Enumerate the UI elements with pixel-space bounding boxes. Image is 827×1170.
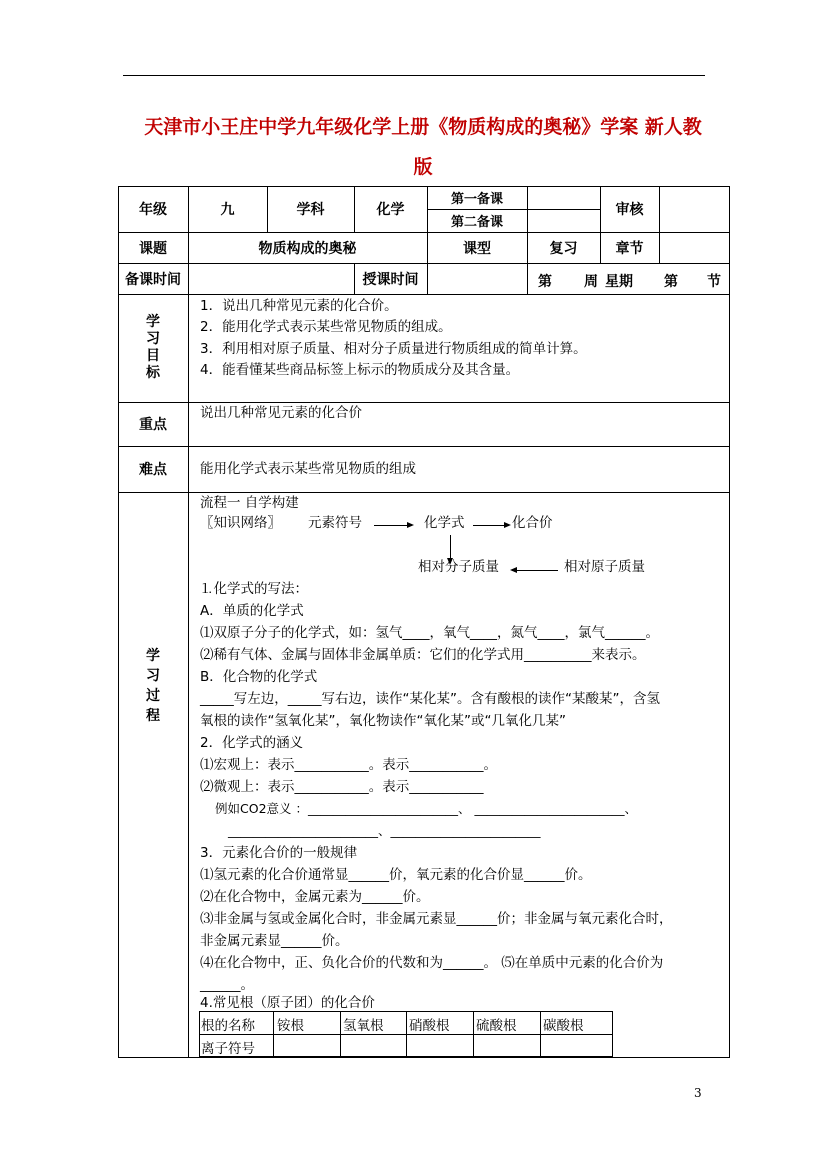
process-line: ⑷在化合物中，正、负化合价的代数和为______。 ⑸在单质中元素的化合价为 bbox=[200, 955, 664, 971]
radical-header: 根的名称 bbox=[201, 1018, 255, 1034]
knowledge-network-label: 〖知识网络〗 bbox=[200, 515, 281, 531]
teach-time-label: 授课时间 bbox=[362, 271, 419, 288]
node-element-symbol: 元素符号 bbox=[308, 515, 362, 531]
process-line: 非金属元素显______价。 bbox=[200, 933, 349, 949]
process-line: A．单质的化学式 bbox=[200, 603, 304, 619]
process-line: _____写左边，_____写右边，读作“某化某”。含有酸根的读作“某酸某”，含氢 bbox=[200, 691, 660, 707]
process-line: ⑴宏观上：表示___________。表示___________。 bbox=[200, 757, 497, 773]
key-point-label: 重点 bbox=[139, 417, 167, 433]
process-label: 学 习 过 程 bbox=[146, 648, 160, 724]
objectives-label: 学 习 目 标 bbox=[146, 314, 160, 381]
topic-value: 物质构成的奥秘 bbox=[258, 240, 357, 257]
radical-valence-table bbox=[199, 1011, 613, 1057]
process-line: 例如CO2意义 ：________________________、 ________________________、 bbox=[215, 801, 637, 816]
arrow-left-icon bbox=[512, 570, 558, 571]
radical-header: 氢氧根 bbox=[343, 1018, 384, 1034]
process-line: 4.常见根（原子团）的化合价 bbox=[200, 995, 375, 1011]
week-prefix: 第 bbox=[538, 274, 552, 290]
prep-time-label: 备课时间 bbox=[125, 271, 181, 288]
process-line: 氧根的读作“氢氧化某”，氧化物读作“氧化某”或“几氧化几某” bbox=[200, 713, 566, 729]
process-line: ⒈化学式的写法： bbox=[200, 581, 308, 597]
difficulty-label: 难点 bbox=[139, 462, 167, 478]
document-title: 天津市小王庄中学九年级化学上册《物质构成的奥秘》学案 新人教 bbox=[144, 116, 702, 138]
header-rule bbox=[123, 75, 705, 76]
review-label: 审核 bbox=[615, 202, 644, 218]
process-line: ⑵在化合物中，金属元素为______价。 bbox=[200, 889, 430, 905]
period-suffix: 节 bbox=[707, 274, 721, 290]
objective-item: 3．利用相对原子质量、相对分子质量进行物质组成的简单计算。 bbox=[200, 341, 587, 357]
subject-label: 学科 bbox=[296, 202, 325, 218]
process-line: ⑵微观上：表示___________。表示___________ bbox=[200, 779, 484, 795]
objective-item: 4．能看懂某些商品标签上标示的物质成分及其含量。 bbox=[200, 362, 520, 378]
period-prefix: 第 bbox=[664, 274, 678, 290]
node-relative-atomic-mass: 相对原子质量 bbox=[564, 559, 645, 575]
process-line: 2．化学式的涵义 bbox=[200, 735, 304, 751]
process-line: ⑵稀有气体、金属与固体非金属单质：它们的化学式用__________来表示。 bbox=[200, 647, 646, 663]
process-line: ⑴氢元素的化合价通常显______价，氧元素的化合价显______价。 bbox=[200, 867, 592, 883]
radical-header: 铵根 bbox=[277, 1018, 304, 1034]
flow-title: 流程一 自学构建 bbox=[200, 495, 299, 511]
subject-value: 化学 bbox=[376, 202, 405, 218]
lesson-plan-table bbox=[118, 186, 730, 1058]
lesson-type-value: 复习 bbox=[549, 240, 578, 257]
chapter-label: 章节 bbox=[615, 240, 644, 257]
radical-header: 碳酸根 bbox=[543, 1018, 584, 1034]
week-suffix: 周 bbox=[584, 274, 598, 290]
difficulty-text: 能用化学式表示某些常见物质的组成 bbox=[200, 461, 416, 477]
ion-symbol-label: 离子符号 bbox=[201, 1041, 255, 1057]
node-chemical-formula: 化学式 bbox=[424, 515, 465, 531]
node-relative-molecular-mass: 相对分子质量 bbox=[418, 559, 499, 575]
process-line: B．化合物的化学式 bbox=[200, 669, 318, 685]
lesson-type-label: 课型 bbox=[463, 240, 491, 257]
process-line: ⑴双原子分子的化学式，如：氢气____，氧气____，氮气____，氯气______。 bbox=[200, 625, 659, 641]
weekday-label: 星期 bbox=[605, 274, 633, 290]
process-line: ______。 bbox=[200, 977, 254, 993]
grade-value: 九 bbox=[220, 202, 235, 218]
arrow-right-icon bbox=[374, 525, 412, 526]
radical-header: 硫酸根 bbox=[476, 1018, 517, 1034]
page-number: 3 bbox=[694, 1086, 702, 1100]
radical-header: 硝酸根 bbox=[409, 1018, 450, 1034]
process-line: 3．元素化合价的一般规律 bbox=[200, 845, 358, 861]
key-point-text: 说出几种常见元素的化合价 bbox=[200, 405, 362, 421]
process-line: ⑶非金属与氢或金属化合时，非金属元素显______价；非金属与氧元素化合时， bbox=[200, 911, 673, 927]
process-line: ________________________、________________________ bbox=[228, 823, 541, 838]
grade-label: 年级 bbox=[139, 202, 167, 218]
node-valence: 化合价 bbox=[512, 515, 553, 531]
second-prep-label: 第二备课 bbox=[450, 215, 503, 230]
first-prep-label: 第一备课 bbox=[450, 192, 503, 207]
document-title-continued: 版 bbox=[413, 156, 433, 178]
arrow-right-icon bbox=[473, 525, 509, 526]
topic-label: 课题 bbox=[139, 240, 167, 257]
objective-item: 2．能用化学式表示某些常见物质的组成。 bbox=[200, 319, 452, 335]
objective-item: 1．说出几种常见元素的化合价。 bbox=[200, 298, 398, 314]
